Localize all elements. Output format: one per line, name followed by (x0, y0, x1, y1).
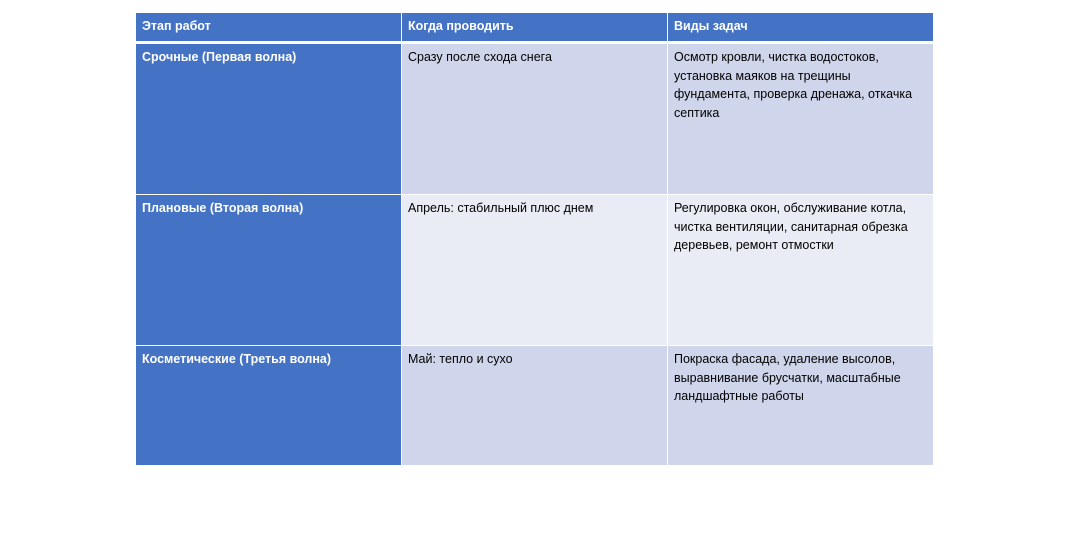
table-row (136, 43, 934, 195)
header-row (136, 13, 934, 43)
when-cell: Май: тепло и сухо (402, 346, 668, 466)
header-when: Когда проводить (402, 13, 668, 43)
table-row (136, 346, 934, 466)
stage-cell: Плановые (Вторая волна) (136, 195, 402, 346)
table-body (136, 43, 934, 466)
when-cell: Апрель: стабильный плюс днем (402, 195, 668, 346)
table-header (136, 13, 934, 43)
header-stage: Этап работ (136, 13, 402, 43)
stage-cell: Косметические (Третья волна) (136, 346, 402, 466)
tasks-cell: Осмотр кровли, чистка водостоков, установка маяков на трещины фундамента, проверка дренажа, откачка септика (668, 43, 934, 195)
when-cell: Сразу после схода снега (402, 43, 668, 195)
tasks-cell: Покраска фасада, удаление высолов, выравнивание брусчатки, масштабные ландшафтные работы (668, 346, 934, 466)
stage-cell: Срочные (Первая волна) (136, 43, 402, 195)
table-row (136, 195, 934, 346)
work-stages-table (135, 12, 934, 466)
header-tasks: Виды задач (668, 13, 934, 43)
tasks-cell: Регулировка окон, обслуживание котла, чистка вентиляции, санитарная обрезка деревьев, ремонт отмостки (668, 195, 934, 346)
